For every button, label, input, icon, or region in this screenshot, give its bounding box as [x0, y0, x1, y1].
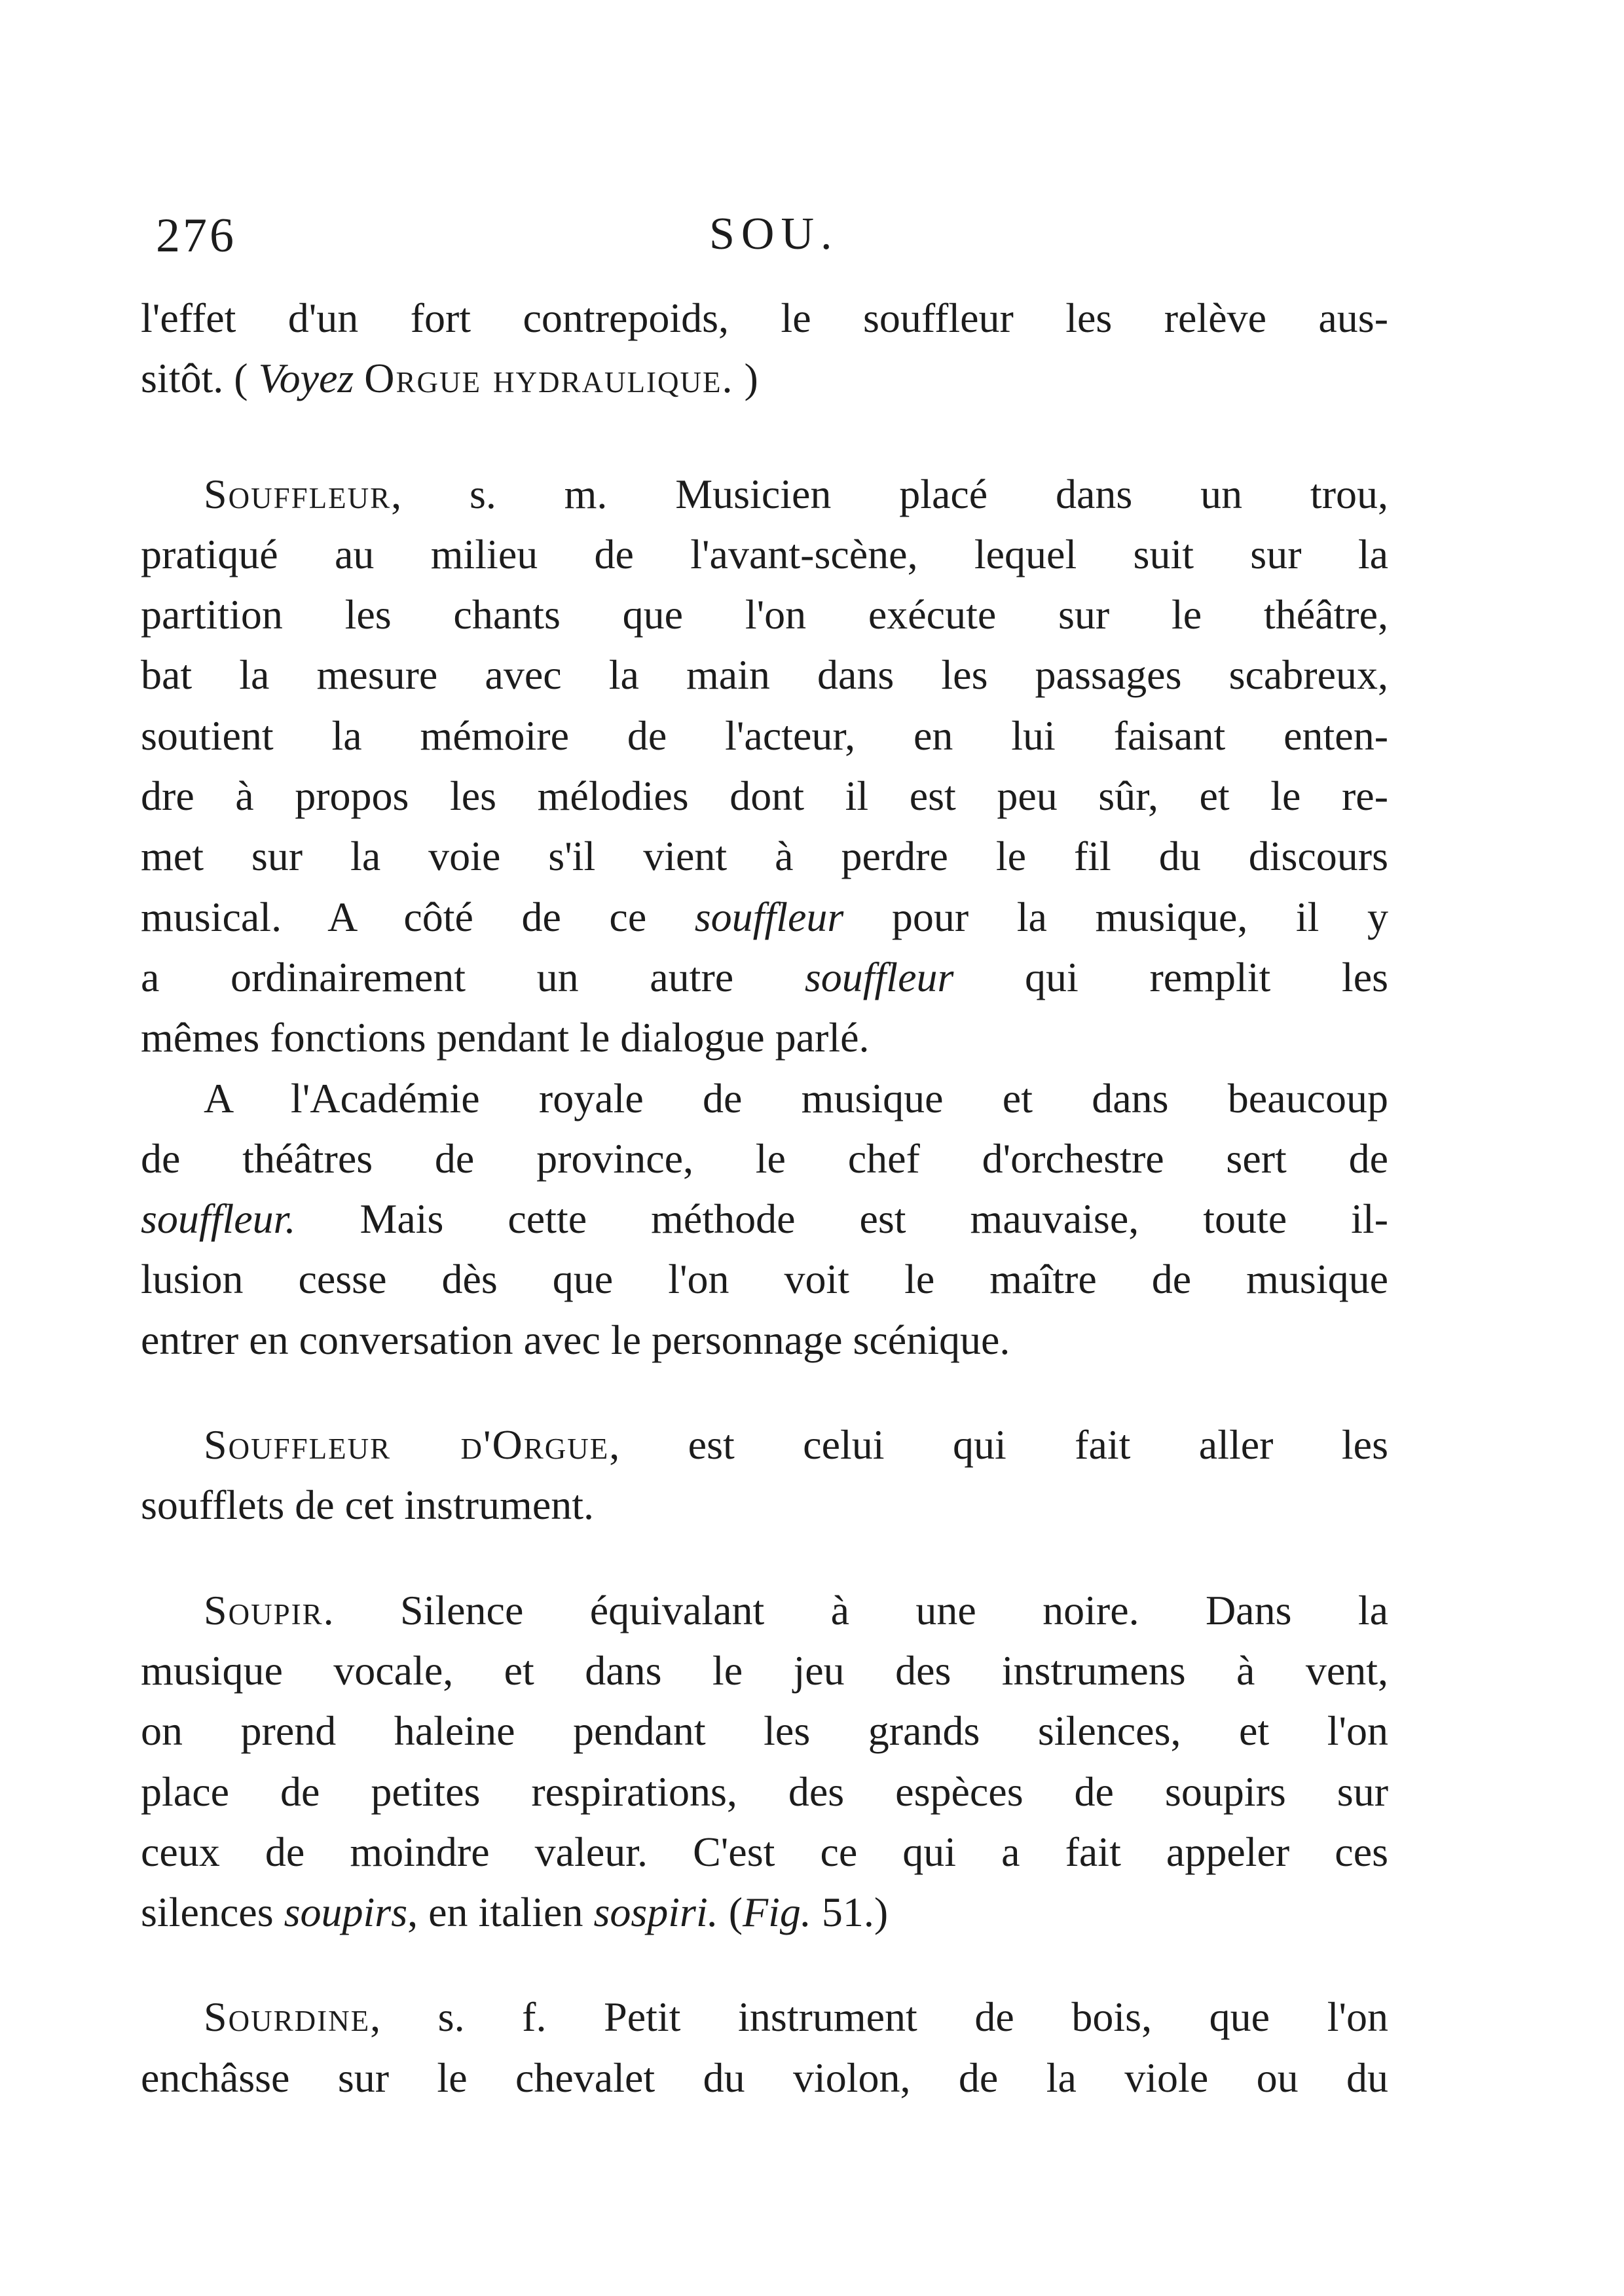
text-line: musique vocale, et dans le jeu des instrumens à vent,	[141, 1647, 1388, 1694]
entry-soupir	[141, 1580, 1388, 1943]
text-line: l'effet d'un fort contrepoids, le souffleur les relève aus-	[141, 295, 1388, 341]
text-line: soutient la mémoire de l'acteur, en lui faisant enten-	[141, 712, 1388, 759]
line-text: pour la musique, il y	[891, 893, 1388, 940]
text-line: A l'Académie royale de musique et dans beaucoup	[204, 1074, 1388, 1121]
line-text: , est celui qui fait aller les	[609, 1421, 1388, 1468]
italic-term: souffleur	[694, 893, 844, 940]
entry-headword: Souffleur	[204, 470, 392, 517]
text-line	[141, 1987, 1388, 2047]
text-line: enchâsse sur le chevalet du violon, de la viole ou du	[141, 2054, 1388, 2101]
text-line	[141, 348, 1388, 409]
text-line	[141, 947, 1388, 1008]
text-line: mêmes fonctions pendant le dialogue parlé.	[141, 1014, 870, 1061]
cross-ref-entry: Orgue hydraulique.	[364, 355, 734, 402]
text-line: soufflets de cet instrument.	[141, 1482, 594, 1529]
line-text: , s. f. Petit instrument de bois, que l'on	[370, 1994, 1388, 2041]
text-line: dre à propos les mélodies dont il est peu sûr, et le re-	[141, 773, 1388, 820]
italic-term: soupirs	[284, 1889, 408, 1936]
text-line	[141, 1415, 1388, 1475]
text-line: pratiqué au milieu de l'avant-scène, lequel suit sur la	[141, 530, 1388, 577]
italic-term: souffleur	[804, 953, 954, 1000]
entry-souffleur-dorgue	[141, 1415, 1388, 1536]
line-text: (	[728, 1889, 743, 1936]
page-header	[156, 208, 1393, 274]
text-line	[141, 1882, 1388, 1942]
paragraph-continuation	[141, 288, 1388, 409]
text-line: lusion cesse dès que l'on voit le maître de musique	[141, 1256, 1388, 1303]
running-head: SOU.	[709, 209, 839, 259]
text-line: partition les chants que l'on exécute sur le théâtre,	[141, 591, 1388, 638]
text-line	[141, 1580, 1388, 1641]
cross-ref-voyez: Voyez	[258, 355, 354, 402]
text-line: bat la mesure avec la main dans les passages scabreux,	[141, 651, 1388, 699]
line-text: qui remplit les	[1025, 953, 1389, 1000]
page-number: 276	[156, 209, 236, 263]
text-line: on prend haleine pendant les grands silences, et l'on	[141, 1707, 1388, 1755]
line-text: 51.)	[821, 1889, 889, 1936]
text-line: ceux de moindre valeur. C'est ce qui a fait appeler ces	[141, 1828, 1388, 1875]
text-line: met sur la voie s'il vient à perdre le fil du discours	[141, 833, 1388, 880]
line-text: silences	[141, 1889, 274, 1936]
italic-term: souffleur.	[141, 1195, 296, 1243]
text-line: entrer en conversation avec le personnage scénique.	[141, 1316, 1010, 1363]
text-line	[141, 887, 1388, 947]
entry-headword: Souffleur d'Orgue	[204, 1421, 610, 1468]
line-text: , en italien	[407, 1889, 583, 1936]
entry-souffleur	[141, 464, 1388, 1370]
line-text: sitôt. (	[141, 355, 248, 402]
entry-sourdine	[141, 1987, 1388, 2108]
text-line: place de petites respirations, des espèces de soupirs sur	[141, 1768, 1388, 1815]
line-text: )	[744, 355, 758, 402]
line-text: . Silence équivalant à une noire. Dans la	[323, 1586, 1388, 1633]
line-text: Mais cette méthode est mauvaise, toute il-	[360, 1195, 1389, 1243]
line-text: musical. A côté de ce	[141, 893, 647, 940]
text-line: de théâtres de province, le chef d'orchestre sert de	[141, 1135, 1388, 1182]
text-line	[141, 464, 1388, 524]
entry-headword: Soupir	[204, 1586, 323, 1633]
figure-ref: Fig.	[743, 1889, 811, 1936]
text-line	[141, 1189, 1388, 1249]
line-text: a ordinairement un autre	[141, 953, 734, 1000]
body-text	[141, 288, 1388, 2108]
italic-term: sospiri.	[593, 1889, 718, 1936]
line-text: , s. m. Musicien placé dans un trou,	[391, 470, 1388, 517]
entry-headword: Sourdine	[204, 1994, 371, 2041]
